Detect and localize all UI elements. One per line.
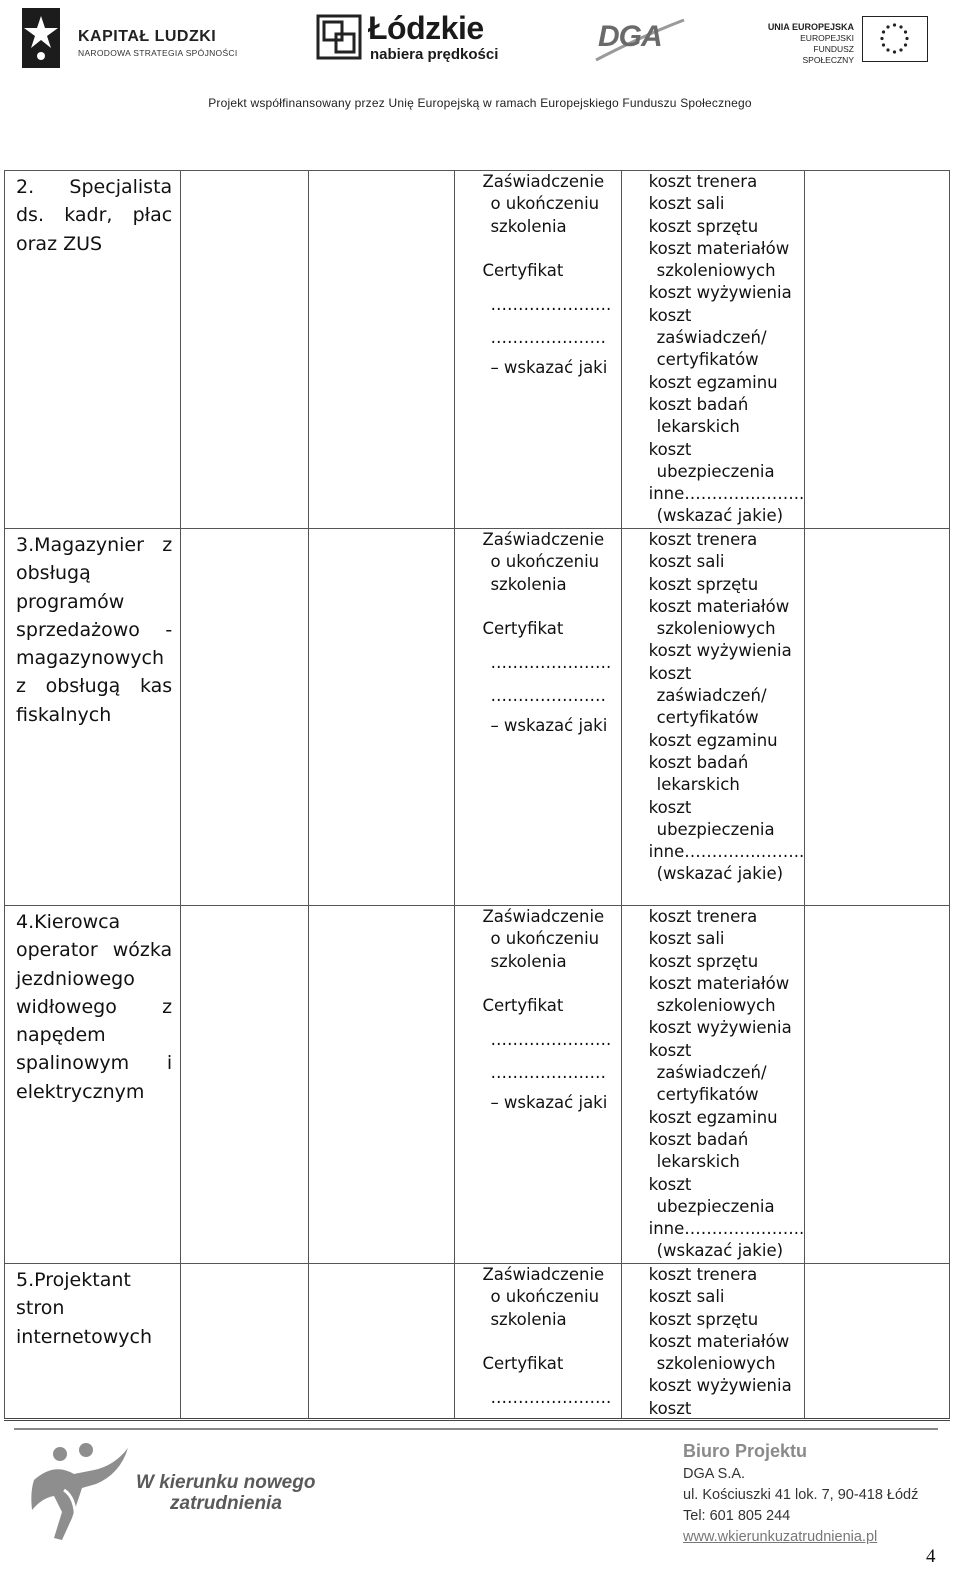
eu-line-3: FUNDUSZ SPOŁECZNY (802, 44, 854, 65)
empty-cell (309, 529, 455, 906)
slogan-line-2: zatrudnienia (170, 1493, 282, 1514)
empty-cell (309, 906, 455, 1264)
training-name-cell (5, 171, 181, 529)
cert-line: ………………… (490, 1063, 606, 1083)
training-name: 2. Specjalista ds. kadr, płac oraz ZUS (16, 176, 173, 255)
project-logo (24, 1440, 344, 1550)
cert-line: …………………. (490, 1387, 612, 1407)
empty-cell (804, 906, 949, 1264)
dga-text: DGA (598, 20, 662, 53)
cost-item: koszt egzaminu (648, 730, 778, 750)
empty-cell (804, 171, 949, 529)
table-row (5, 529, 950, 906)
cost-item: koszt (648, 305, 692, 325)
certificate-cell (455, 906, 621, 1264)
eu-flag-icon (862, 16, 928, 62)
cost-item: koszt (648, 1174, 692, 1194)
empty-cell (181, 171, 309, 529)
training-name: 5.Projektant stron internetowych (16, 1269, 153, 1348)
kl-subtitle: NARODOWA STRATEGIA SPÓJNOŚCI (78, 48, 238, 58)
cost-item: koszt (648, 663, 692, 683)
cost-item: ubezpieczenia (656, 819, 775, 839)
office-company: DGA S.A. (683, 1466, 746, 1482)
certificate-cell (455, 529, 621, 906)
office-website-link[interactable]: www.wkierunkuzatrudnienia.pl (683, 1529, 878, 1545)
star-figure-icon (18, 6, 70, 70)
cost-item: (wskazać jakie) (656, 506, 784, 526)
cost-item: ubezpieczenia (656, 461, 775, 481)
cert-line: …………………. (490, 294, 612, 314)
training-name-cell (5, 906, 181, 1264)
cert-line: o ukończeniu (490, 1287, 600, 1307)
cost-item: koszt (648, 439, 692, 459)
cost-item: szkoleniowych (656, 619, 776, 639)
cert-line: szkolenia (490, 216, 567, 236)
empty-cell (181, 529, 309, 906)
footer-divider (14, 1428, 938, 1430)
cert-line: szkolenia (490, 574, 567, 594)
cost-item: certyfikatów (656, 1085, 759, 1105)
cost-item: lekarskich (656, 1152, 740, 1172)
cert-line: – wskazać jaki (490, 358, 608, 378)
cost-item: koszt wyżywienia (648, 1018, 792, 1038)
cert-line: – wskazać jaki (490, 1093, 608, 1113)
dga-logo (592, 16, 692, 66)
cost-item: zaświadczeń/ (656, 328, 767, 348)
cost-item: certyfikatów (656, 350, 759, 370)
cert-line: o ukończeniu (490, 552, 600, 572)
cost-item: inne…………..…….. (648, 1219, 805, 1239)
page-header (0, 0, 960, 120)
office-phone: Tel: 601 805 244 (683, 1508, 791, 1524)
costs-cell (621, 906, 804, 1264)
project-office-info (683, 1438, 918, 1548)
cert-line: Certyfikat (482, 1354, 564, 1374)
cost-item: koszt badań (648, 1129, 749, 1149)
cost-item: koszt wyżywienia (648, 283, 792, 303)
table-row (5, 171, 950, 529)
empty-cell (804, 1264, 949, 1420)
cost-item: koszt (648, 1398, 692, 1418)
cost-item: koszt materiałów (648, 238, 790, 258)
eu-line-1: UNIA EUROPEJSKA (767, 22, 854, 32)
cert-line: Zaświadczenie (482, 172, 605, 191)
office-address: ul. Kościuszki 41 lok. 7, 90-418 Łódź (683, 1487, 919, 1503)
cost-item: zaświadczeń/ (656, 1063, 767, 1083)
empty-cell (181, 906, 309, 1264)
cost-item: koszt badań (648, 394, 749, 414)
cost-item: koszt materiałów (648, 1331, 790, 1351)
cost-item: koszt sali (648, 1287, 725, 1307)
cost-item: inne…………..…….. (648, 484, 805, 504)
training-table (4, 170, 950, 1421)
office-title: Biuro Projektu (683, 1441, 808, 1461)
cost-item: koszt sali (648, 552, 725, 572)
cert-line: Zaświadczenie (482, 907, 605, 926)
cert-line: – wskazać jaki (490, 716, 608, 736)
cost-item: koszt egzaminu (648, 1107, 778, 1127)
certificate-cell (455, 171, 621, 529)
training-name: 3.Magazynier z obsługą programów sprzedażowo - magazynowych z obsługą kas fiskalnych (16, 534, 173, 726)
kl-title: KAPITAŁ LUDZKI (78, 28, 217, 45)
cert-line: Zaświadczenie (482, 1265, 605, 1284)
cost-item: (wskazać jakie) (656, 864, 784, 884)
cost-item: koszt wyżywienia (648, 641, 792, 661)
empty-cell (309, 171, 455, 529)
training-name-cell (5, 529, 181, 906)
costs-cell (621, 529, 804, 906)
cost-item: koszt (648, 797, 692, 817)
lodzkie-emblem-icon (316, 14, 362, 62)
kapital-ludzki-logo (18, 6, 238, 70)
cost-item: koszt trenera (648, 172, 758, 191)
cert-line: szkolenia (490, 1309, 567, 1329)
cost-item: szkoleniowych (656, 1354, 776, 1374)
cost-item: (wskazać jakie) (656, 1241, 784, 1261)
cost-item: koszt sprzętu (648, 574, 759, 594)
cost-item: koszt sprzętu (648, 216, 759, 236)
cost-item: koszt trenera (648, 530, 758, 549)
cert-line: Certyfikat (482, 619, 564, 639)
cost-item: koszt (648, 1040, 692, 1060)
cost-item: koszt badań (648, 752, 749, 772)
cost-item: koszt materiałów (648, 596, 790, 616)
lodzkie-subtitle: nabiera prędkości (370, 46, 499, 63)
cost-item: koszt trenera (648, 907, 758, 926)
cost-item: koszt sprzętu (648, 951, 759, 971)
costs-cell (621, 1264, 804, 1420)
cert-line: Zaświadczenie (482, 530, 605, 549)
certificate-cell (455, 1264, 621, 1420)
cost-item: koszt materiałów (648, 973, 790, 993)
lodzkie-title: Łódzkie (368, 10, 484, 46)
training-name-cell (5, 1264, 181, 1420)
cert-line: szkolenia (490, 951, 567, 971)
cert-line: Certyfikat (482, 996, 564, 1016)
cost-item: zaświadczeń/ (656, 686, 767, 706)
lodzkie-logo (316, 10, 516, 70)
costs-cell (621, 171, 804, 529)
cost-item: certyfikatów (656, 708, 759, 728)
cost-item: szkoleniowych (656, 996, 776, 1016)
empty-cell (181, 1264, 309, 1420)
cert-line: ………………… (490, 328, 606, 348)
table-row (5, 1264, 950, 1420)
cost-item: koszt egzaminu (648, 372, 778, 392)
cost-item: lekarskich (656, 417, 740, 437)
cert-line: …………………. (490, 1029, 612, 1049)
cost-item: ubezpieczenia (656, 1196, 775, 1216)
cert-line: o ukończeniu (490, 194, 600, 214)
cert-line: Certyfikat (482, 261, 564, 281)
empty-cell (309, 1264, 455, 1420)
empty-cell (804, 529, 949, 906)
cost-item: inne…………..…….. (648, 842, 805, 862)
cert-line: …………………. (490, 652, 612, 672)
cert-line: o ukończeniu (490, 929, 600, 949)
eu-line-2: EUROPEJSKI (800, 33, 854, 43)
table-row (5, 906, 950, 1264)
cost-item: koszt sprzętu (648, 1309, 759, 1329)
cost-item: koszt sali (648, 194, 725, 214)
cost-item: szkoleniowych (656, 261, 776, 281)
cost-item: koszt wyżywienia (648, 1376, 792, 1396)
eu-logo (760, 16, 930, 66)
running-figures-icon (24, 1440, 134, 1546)
project-cofinancing-line: Projekt współfinansowany przez Unię Europejską w ramach Europejskiego Funduszu Społecznego (208, 96, 752, 110)
cost-item: koszt trenera (648, 1265, 758, 1284)
slogan-line-1: W kierunku nowego (136, 1472, 316, 1493)
page-number: 4 (926, 1546, 936, 1567)
cost-item: koszt sali (648, 929, 725, 949)
cost-item: lekarskich (656, 775, 740, 795)
cert-line: ………………… (490, 686, 606, 706)
training-name: 4.Kierowca operator wózka jezdniowego widłowego z napędem spalinowym i elektrycznym (16, 911, 173, 1103)
